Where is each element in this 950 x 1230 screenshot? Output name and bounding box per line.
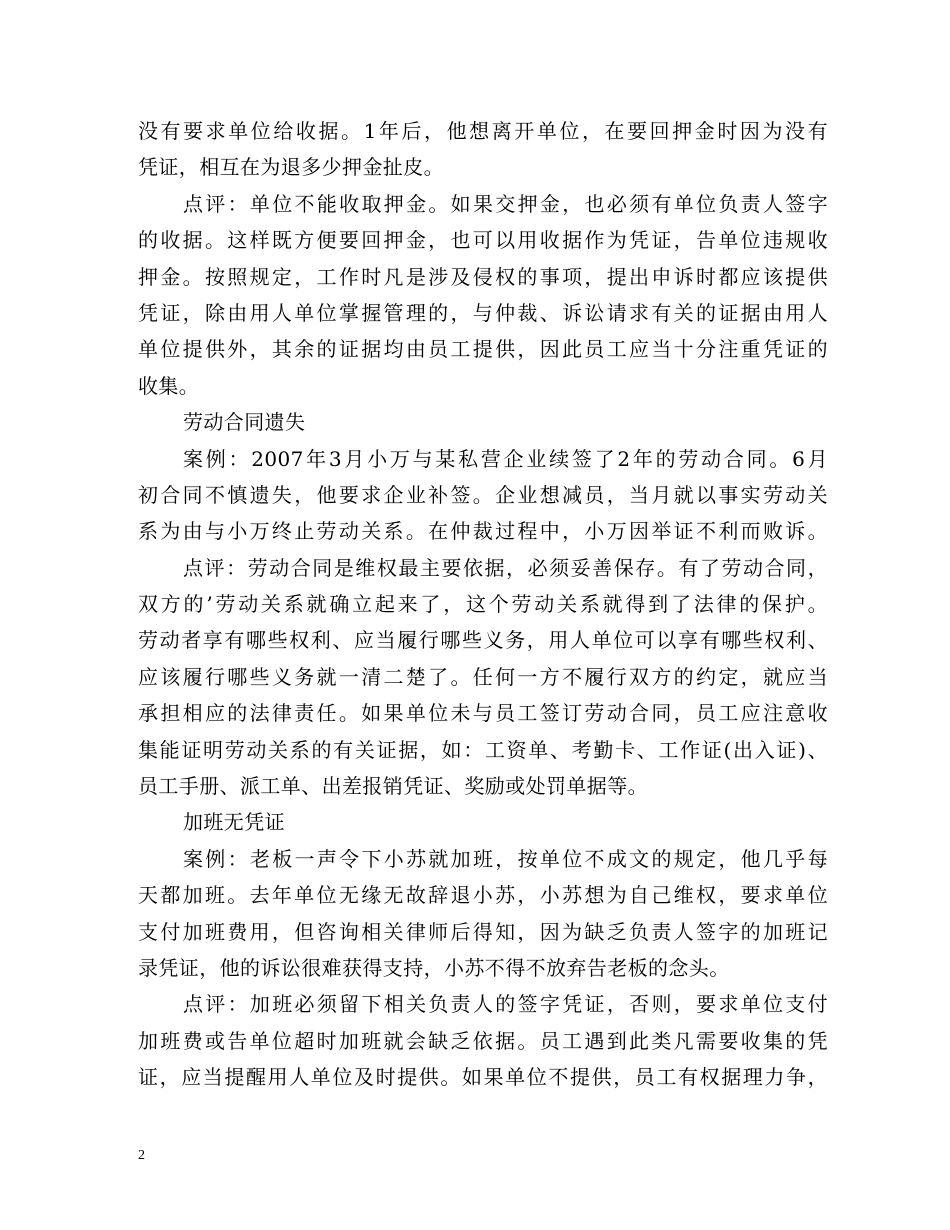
text-line: 单位提供外，其余的证据均由员工提供，因此员工应当十分注重凭证的 [138,337,828,362]
text-line: 双方的’劳动关系就确立起来了，这个劳动关系就得到了法律的保护。 [138,592,828,617]
text-line: 员工手册、派工单、出差报销凭证、奖励或处罚单据等。 [138,774,648,799]
text-line: 的收据。这样既方便要回押金，也可以用收据作为凭证，告单位违规收 [138,228,828,253]
text-line: 点评：加班必须留下相关负责人的签字凭证，否则，要求单位支付 [183,992,828,1017]
text-line: 证，应当提醒用人单位及时提供。如果单位不提供，员工有权据理力争， [138,1065,828,1090]
text-line: 初合同不慎遗失，他要求企业补签。企业想减员，当月就以事实劳动关 [138,482,828,507]
text-line: 点评：劳动合同是维权最主要依据，必须妥善保存。有了劳动合同， [183,555,828,580]
text-line: 系为由与小万终止劳动关系。在仲裁过程中，小万因举证不利而败诉。 [138,519,828,544]
document-body [138,113,828,1096]
text-line: 凭证，相互在为退多少押金扯皮。 [138,155,444,180]
text-line: 押金。按照规定，工作时凡是涉及侵权的事项，提出申诉时都应该提供 [138,264,828,289]
text-line: 支付加班费用，但咨询相关律师后得知，因为缺乏负责人签字的加班记 [138,919,828,944]
text-line: 案例：2007年3月小万与某私营企业续签了2年的劳动合同。6月 [183,446,828,471]
text-line: 劳动合同遗失 [183,410,306,435]
text-line: 劳动者享有哪些权利、应当履行哪些义务，用人单位可以享有哪些权利、 [138,628,828,653]
text-line: 录凭证，他的诉讼很难获得支持，小苏不得不放弃告老板的念头。 [138,955,730,980]
text-line: 集能证明劳动关系的有关证据，如：工资单、考勤卡、工作证(出入证)、 [138,737,828,762]
text-line: 应该履行哪些义务就一清二楚了。任何一方不履行双方的约定，就应当 [138,664,828,689]
text-line: 点评：单位不能收取押金。如果交押金，也必须有单位负责人签字 [183,191,828,216]
text-line: 加班费或告单位超时加班就会缺乏依据。员工遇到此类凡需要收集的凭 [138,1028,828,1053]
text-line: 凭证，除由用人单位掌握管理的，与仲裁、诉讼请求有关的证据由用人 [138,300,828,325]
text-line: 加班无凭证 [183,810,285,835]
text-line: 天都加班。去年单位无缘无故辞退小苏，小苏想为自己维权，要求单位 [138,883,828,908]
page-number: 2 [138,1148,145,1163]
text-line: 承担相应的法律责任。如果单位未与员工签订劳动合同，员工应注意收 [138,701,828,726]
text-line: 没有要求单位给收据。1年后，他想离开单位，在要回押金时因为没有 [138,119,828,143]
text-line: 案例：老板一声令下小苏就加班，按单位不成文的规定，他几乎每 [183,846,828,871]
text-line: 收集。 [138,373,200,398]
